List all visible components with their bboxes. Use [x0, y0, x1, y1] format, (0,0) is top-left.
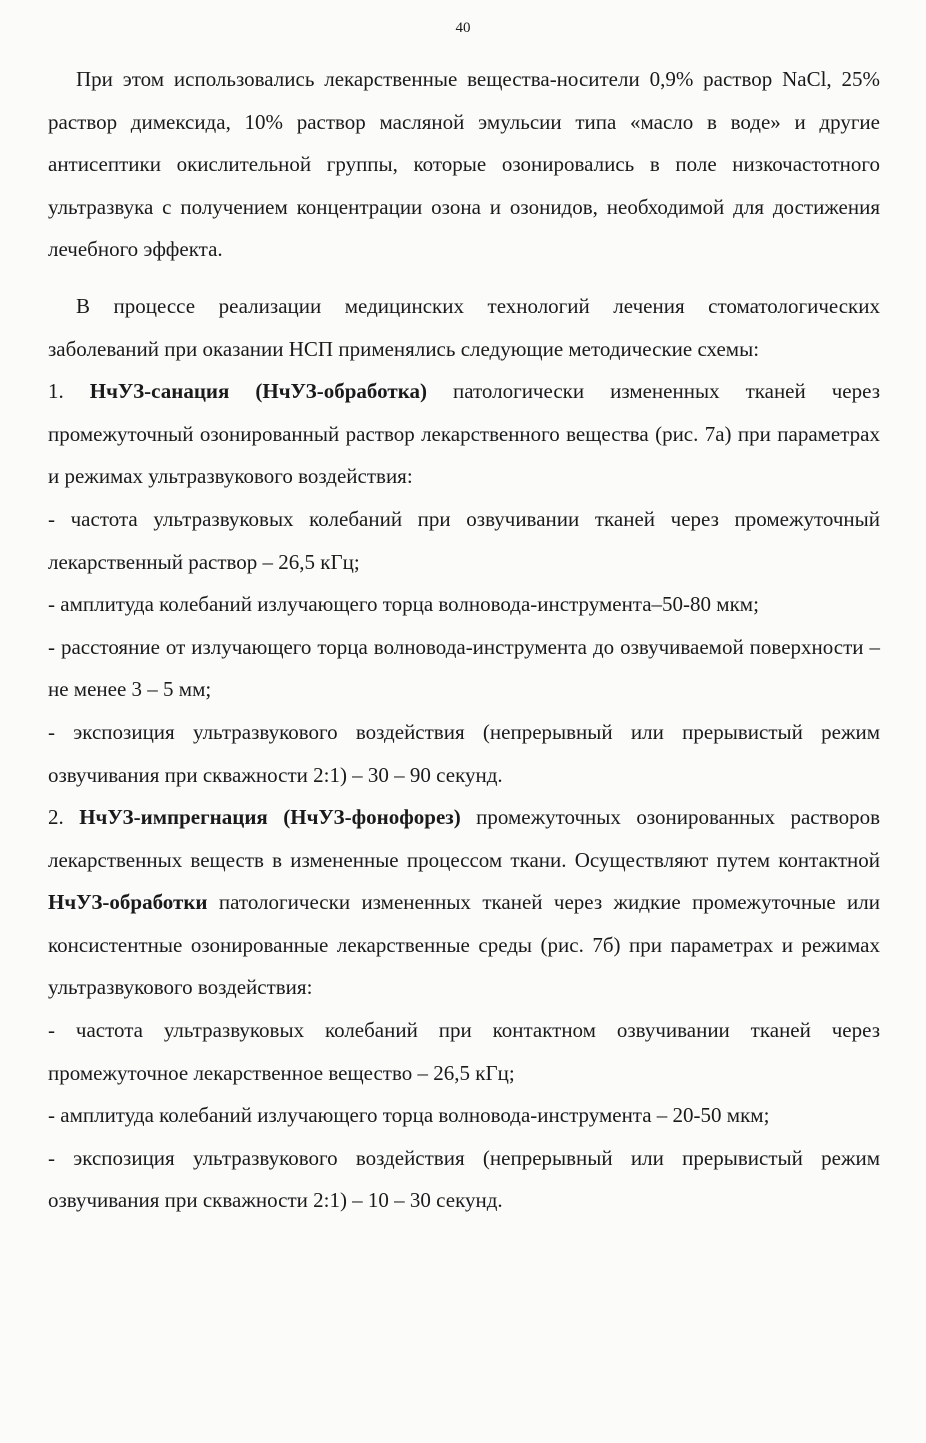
paragraph-carriers: При этом использовались лекарственные вещества-носители 0,9% раствор NaCl, 25% раствор димексида, 10% раствор масляной эмульсии типа «масло в воде» и другие антисептики окислительной группы, которые озонировались в поле низкочастотного ультразвука с получением концентрации озона и озонидов, необходимой для достижения лечебного эффекта. — [48, 67, 880, 262]
scheme-1-param: - расстояние от излучающего торца волновода-инструмента до озвучиваемой поверхности – не менее 3 – 5 мм; — [48, 634, 880, 702]
scheme-2-param: - частота ультразвуковых колебаний при контактном озвучивании тканей через промежуточное лекарственное вещество – 26,5 кГц; — [48, 1018, 880, 1085]
paragraph-schemes-intro: В процессе реализации медицинских технологий лечения стоматологических заболеваний при оказании НСП применялись следующие методические схемы: — [48, 293, 880, 361]
scheme-1-param: - частота ультразвуковых колебаний при озвучивании тканей через промежуточный лекарственный раствор – 26,5 кГц; — [48, 506, 880, 574]
scheme-1-description: патологически измененных тканей через промежуточный озонированный раствор лекарственного вещества (рис. 7а) при параметрах и режимах ультразвукового воздействия: — [48, 379, 880, 489]
scheme-2-description-a: промежуточных озонированных растворов лекарственных веществ в измененные процессом ткани. Осуществляют путем контактной — [48, 805, 880, 872]
page-number: 40 — [455, 20, 471, 36]
scheme-2-title: НчУЗ-импрегнация (НчУЗ-фонофорез) — [79, 805, 461, 830]
scheme-2-heading — [48, 796, 880, 1009]
scheme-1-param: - амплитуда колебаний излучающего торца волновода-инструмента–50-80 мкм; — [48, 592, 759, 617]
scheme-1-heading — [48, 370, 880, 498]
scheme-2-bold-term: НчУЗ-обработки — [48, 890, 208, 915]
scheme-1-number: 1. — [48, 379, 64, 404]
scheme-2-number: 2. — [48, 805, 64, 830]
scheme-2-param: - экспозиция ультразвукового воздействия (непрерывный или прерывистый режим озвучивания при скважности 2:1) – 10 – 30 секунд. — [48, 1145, 880, 1213]
scheme-1-param: - экспозиция ультразвукового воздействия (непрерывный или прерывистый режим озвучивания при скважности 2:1) – 30 – 90 секунд. — [48, 719, 880, 787]
scheme-2-param: - амплитуда колебаний излучающего торца волновода-инструмента – 20-50 мкм; — [48, 1103, 770, 1128]
body-text — [48, 58, 880, 1222]
scheme-1-title: НчУЗ-санация (НчУЗ-обработка) — [89, 379, 427, 404]
scheme-2-description-b: патологически измененных тканей через жидкие промежуточные или консистентные озонированные лекарственные среды (рис. 7б) при параметрах и режимах ультразвукового воздействия: — [48, 890, 880, 1000]
